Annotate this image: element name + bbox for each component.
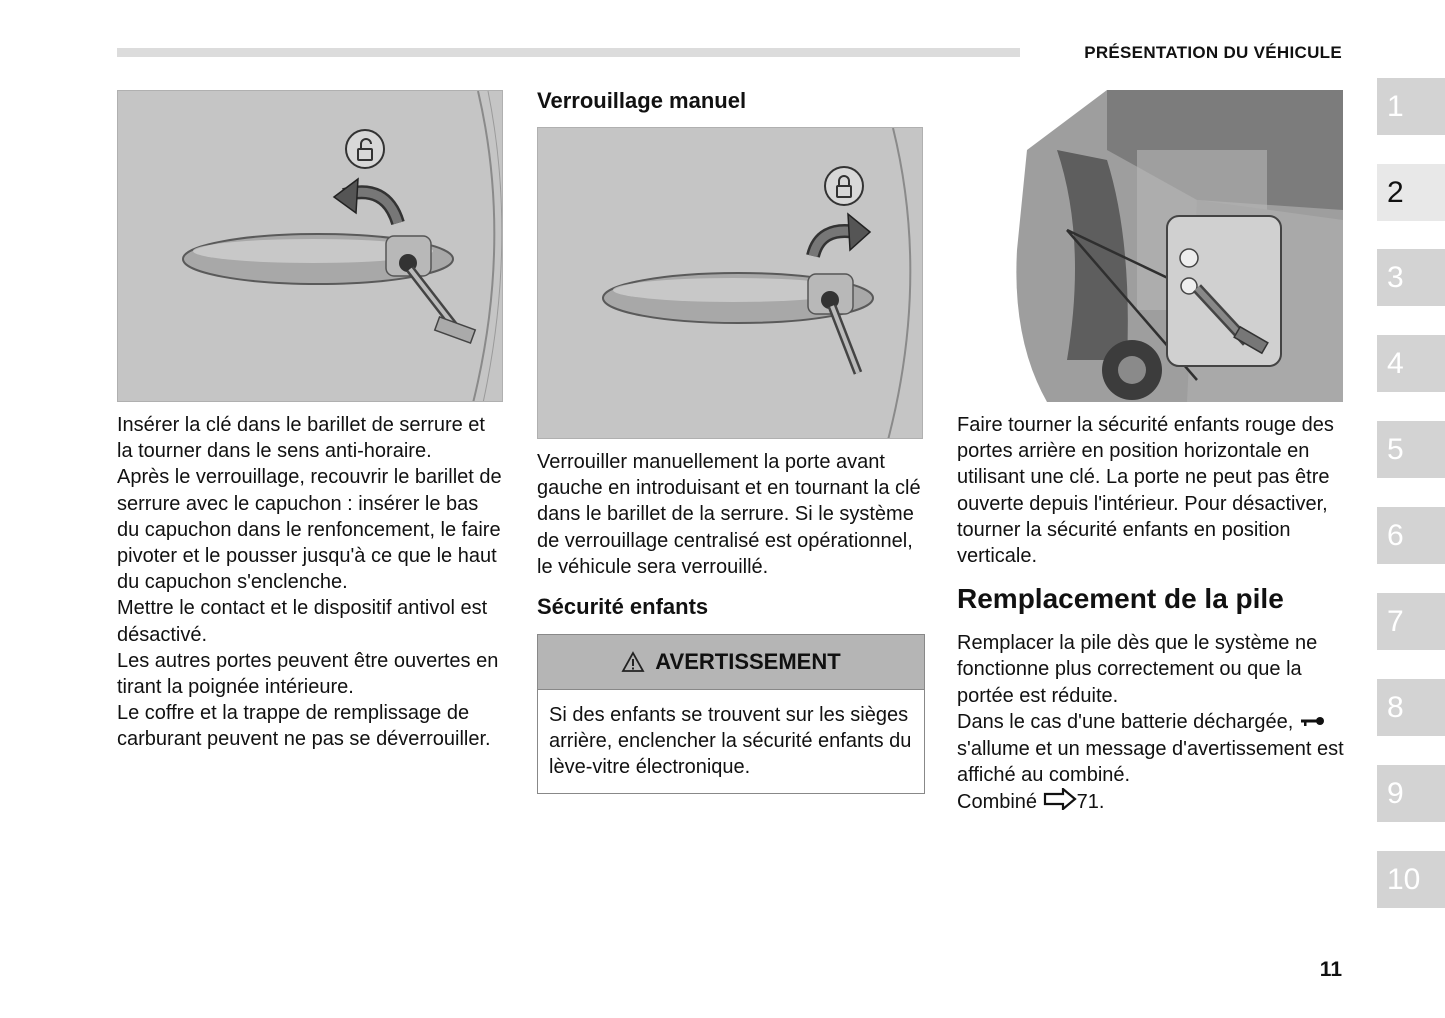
section-heading: Sécurité enfants — [537, 594, 709, 620]
chapter-tab-2[interactable]: 2 — [1377, 164, 1445, 221]
section-heading: Verrouillage manuel — [537, 88, 747, 113]
reference-label: Combiné — [957, 790, 1038, 813]
cross-reference[interactable] — [957, 788, 1347, 817]
manual-lock-text: Verrouiller manuellement la porte avant gauche en introduisant et en tournant la clé dans le barillet de la serrure. Si le système de verrouillage centralisé est opérationnel, le véhicule sera verrouillé. — [537, 451, 921, 578]
paragraph: Les autres portes peuvent être ouvertes en tirant la poignée intérieure. — [117, 649, 499, 699]
section-heading: Remplacement de la pile — [957, 583, 1284, 615]
page-number: 11 — [1319, 958, 1342, 981]
left-column-text — [117, 412, 505, 753]
page-header-title: PRÉSENTATION DU VÉHICULE — [1084, 43, 1342, 62]
child-lock-illustration — [957, 90, 1343, 402]
left-column — [117, 90, 505, 753]
paragraph: Après le verrouillage, recouvrir le barillet de serrure avec le capuchon : insérer le bas du capuchon dans le renfoncement, le faire pivoter et le pousser jusqu'à ce que le haut du capuchon s'enclenche. — [117, 466, 502, 594]
header-rule — [117, 48, 1020, 57]
child-lock-text: Faire tourner la sécurité enfants rouge des portes arrière en position horizontale en utilisant une clé. La porte ne peut pas être ouverte depuis l'intérieur. Pour désactiver, tourner la sécurité enfants en position verticale. — [957, 414, 1334, 568]
paragraph: Remplacer la pile dès que le système ne fonctionne plus correctement ou que la portée est réduite. — [957, 632, 1318, 707]
reference-page: 71. — [1076, 790, 1105, 813]
paragraph — [957, 709, 1347, 788]
key-warning-icon — [1299, 709, 1325, 735]
paragraph-start: Dans le cas d'une batterie déchargée, — [957, 710, 1294, 733]
door-unlock-illustration — [117, 90, 503, 402]
chapter-tab-7[interactable]: 7 — [1377, 593, 1445, 650]
right-column — [957, 90, 1347, 817]
arrow-right-icon — [1043, 788, 1077, 817]
paragraph: Le coffre et la trappe de remplissage de carburant peuvent ne pas se déverrouiller. — [117, 702, 491, 751]
warning-triangle-icon — [621, 651, 645, 673]
chapter-tab-6[interactable]: 6 — [1377, 507, 1445, 564]
chapter-tab-3[interactable]: 3 — [1377, 249, 1445, 306]
chapter-tab-1[interactable]: 1 — [1377, 78, 1445, 135]
paragraph: Insérer la clé dans le barillet de serrure et la tourner dans le sens anti-horaire. — [117, 414, 485, 463]
manual-lock-illustration — [537, 127, 923, 439]
chapter-tab-10[interactable]: 10 — [1377, 851, 1445, 908]
warning-text: Si des enfants se trouvent sur les sièges arrière, enclencher la sécurité enfants du lève-vitre électronique. — [549, 704, 912, 779]
warning-box — [537, 634, 925, 794]
middle-column — [537, 90, 925, 794]
warning-title: AVERTISSEMENT — [655, 649, 841, 675]
paragraph-end: s'allume et un message d'avertissement est affiché au combiné. — [957, 737, 1344, 786]
chapter-tab-4[interactable]: 4 — [1377, 335, 1445, 392]
chapter-tab-8[interactable]: 8 — [1377, 679, 1445, 736]
chapter-tab-9[interactable]: 9 — [1377, 765, 1445, 822]
warning-header — [538, 635, 924, 690]
battery-text — [957, 630, 1347, 817]
paragraph: Mettre le contact et le dispositif antivol est désactivé. — [117, 597, 488, 646]
chapter-tab-5[interactable]: 5 — [1377, 421, 1445, 478]
